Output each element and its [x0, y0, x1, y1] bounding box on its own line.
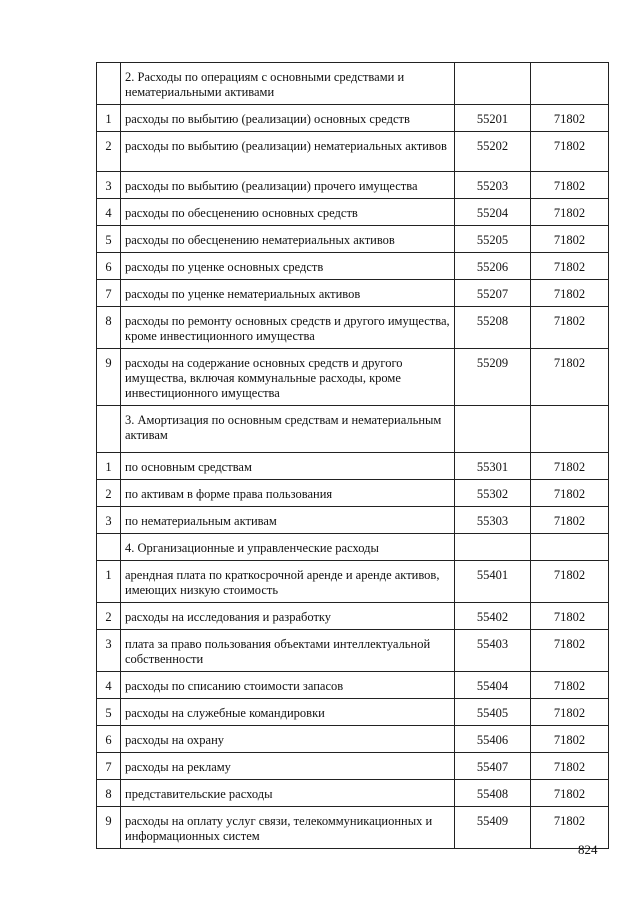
- row-number-cell: 2: [97, 603, 121, 630]
- table-row: [97, 105, 609, 132]
- symbol-code-cell: 55303: [455, 507, 531, 534]
- section-header-row: [97, 63, 609, 105]
- symbol-code-cell: 55405: [455, 699, 531, 726]
- table-row: [97, 603, 609, 630]
- account-number-cell: 71802: [531, 226, 609, 253]
- table-row: [97, 226, 609, 253]
- symbol-code-cell: 55403: [455, 630, 531, 672]
- account-number-cell: 71802: [531, 726, 609, 753]
- table-row: [97, 480, 609, 507]
- row-number-cell: 1: [97, 453, 121, 480]
- account-number-cell: 71802: [531, 105, 609, 132]
- account-number-cell: [531, 406, 609, 453]
- symbol-code-cell: 55205: [455, 226, 531, 253]
- row-number-cell: [97, 406, 121, 453]
- symbol-code-cell: 55408: [455, 780, 531, 807]
- symbol-code-cell: 55302: [455, 480, 531, 507]
- expense-codes-table: [96, 62, 609, 849]
- table-row: [97, 349, 609, 406]
- row-number-cell: [97, 534, 121, 561]
- account-number-cell: 71802: [531, 807, 609, 849]
- description-cell: расходы по выбытию (реализации) прочего имущества: [121, 172, 455, 199]
- description-cell: расходы на содержание основных средств и другого имущества, включая коммунальные расходы, кроме инвестиционного имущества: [121, 349, 455, 406]
- row-number-cell: 4: [97, 672, 121, 699]
- description-cell: по нематериальным активам: [121, 507, 455, 534]
- description-cell: расходы по обесценению нематериальных активов: [121, 226, 455, 253]
- description-cell: расходы на служебные командировки: [121, 699, 455, 726]
- symbol-code-cell: 55204: [455, 199, 531, 226]
- row-number-cell: 8: [97, 780, 121, 807]
- table-row: [97, 753, 609, 780]
- account-number-cell: 71802: [531, 630, 609, 672]
- account-number-cell: 71802: [531, 507, 609, 534]
- symbol-code-cell: 55301: [455, 453, 531, 480]
- description-cell: расходы на оплату услуг связи, телекоммуникационных и информационных систем: [121, 807, 455, 849]
- row-number-cell: 1: [97, 561, 121, 603]
- account-number-cell: 71802: [531, 253, 609, 280]
- table-row: [97, 726, 609, 753]
- section-title-cell: 3. Амортизация по основным средствам и нематериальным активам: [121, 406, 455, 453]
- table-row: [97, 172, 609, 199]
- description-cell: арендная плата по краткосрочной аренде и аренде активов, имеющих низкую стоимость: [121, 561, 455, 603]
- description-cell: расходы на охрану: [121, 726, 455, 753]
- row-number-cell: 6: [97, 253, 121, 280]
- table-row: [97, 672, 609, 699]
- description-cell: расходы по выбытию (реализации) основных средств: [121, 105, 455, 132]
- symbol-code-cell: 55201: [455, 105, 531, 132]
- description-cell: расходы на рекламу: [121, 753, 455, 780]
- section-title-cell: 4. Организационные и управленческие расходы: [121, 534, 455, 561]
- row-number-cell: 1: [97, 105, 121, 132]
- account-number-cell: 71802: [531, 307, 609, 349]
- page-number: 824: [578, 842, 598, 857]
- table-row: [97, 507, 609, 534]
- row-number-cell: 8: [97, 307, 121, 349]
- description-cell: плата за право пользования объектами интеллектуальной собственности: [121, 630, 455, 672]
- table-body: [97, 63, 609, 849]
- symbol-code-cell: 55401: [455, 561, 531, 603]
- row-number-cell: 9: [97, 807, 121, 849]
- symbol-code-cell: 55402: [455, 603, 531, 630]
- account-number-cell: 71802: [531, 672, 609, 699]
- symbol-code-cell: [455, 534, 531, 561]
- row-number-cell: 3: [97, 172, 121, 199]
- table-row: [97, 453, 609, 480]
- symbol-code-cell: 55406: [455, 726, 531, 753]
- symbol-code-cell: 55202: [455, 132, 531, 172]
- description-cell: расходы по ремонту основных средств и другого имущества, кроме инвестиционного имущества: [121, 307, 455, 349]
- symbol-code-cell: 55206: [455, 253, 531, 280]
- table-row: [97, 253, 609, 280]
- row-number-cell: 3: [97, 630, 121, 672]
- account-number-cell: [531, 63, 609, 105]
- symbol-code-cell: 55404: [455, 672, 531, 699]
- row-number-cell: 6: [97, 726, 121, 753]
- symbol-code-cell: 55409: [455, 807, 531, 849]
- table-row: [97, 780, 609, 807]
- row-number-cell: 2: [97, 132, 121, 172]
- account-number-cell: 71802: [531, 480, 609, 507]
- section-header-row: [97, 406, 609, 453]
- description-cell: расходы по обесценению основных средств: [121, 199, 455, 226]
- description-cell: расходы по уценке нематериальных активов: [121, 280, 455, 307]
- table-row: [97, 199, 609, 226]
- description-cell: представительские расходы: [121, 780, 455, 807]
- table-row: [97, 307, 609, 349]
- row-number-cell: 5: [97, 226, 121, 253]
- row-number-cell: 4: [97, 199, 121, 226]
- description-cell: расходы по выбытию (реализации) нематериальных активов: [121, 132, 455, 172]
- description-cell: расходы по уценке основных средств: [121, 253, 455, 280]
- account-number-cell: 71802: [531, 172, 609, 199]
- account-number-cell: 71802: [531, 132, 609, 172]
- description-cell: по активам в форме права пользования: [121, 480, 455, 507]
- symbol-code-cell: 55209: [455, 349, 531, 406]
- account-number-cell: 71802: [531, 753, 609, 780]
- account-number-cell: 71802: [531, 780, 609, 807]
- table-row: [97, 630, 609, 672]
- row-number-cell: 5: [97, 699, 121, 726]
- symbol-code-cell: [455, 406, 531, 453]
- table-row: [97, 132, 609, 172]
- section-title-cell: 2. Расходы по операциям с основными средствами и нематериальными активами: [121, 63, 455, 105]
- description-cell: расходы на исследования и разработку: [121, 603, 455, 630]
- account-number-cell: [531, 534, 609, 561]
- account-number-cell: 71802: [531, 603, 609, 630]
- description-cell: по основным средствам: [121, 453, 455, 480]
- account-number-cell: 71802: [531, 453, 609, 480]
- row-number-cell: 3: [97, 507, 121, 534]
- row-number-cell: 7: [97, 280, 121, 307]
- account-number-cell: 71802: [531, 199, 609, 226]
- account-number-cell: 71802: [531, 280, 609, 307]
- row-number-cell: 2: [97, 480, 121, 507]
- table-row: [97, 280, 609, 307]
- symbol-code-cell: [455, 63, 531, 105]
- row-number-cell: [97, 63, 121, 105]
- description-cell: расходы по списанию стоимости запасов: [121, 672, 455, 699]
- account-number-cell: 71802: [531, 349, 609, 406]
- table-row: [97, 699, 609, 726]
- table-row: [97, 807, 609, 849]
- row-number-cell: 9: [97, 349, 121, 406]
- account-number-cell: 71802: [531, 561, 609, 603]
- account-number-cell: 71802: [531, 699, 609, 726]
- section-header-row: [97, 534, 609, 561]
- row-number-cell: 7: [97, 753, 121, 780]
- symbol-code-cell: 55208: [455, 307, 531, 349]
- symbol-code-cell: 55207: [455, 280, 531, 307]
- symbol-code-cell: 55203: [455, 172, 531, 199]
- symbol-code-cell: 55407: [455, 753, 531, 780]
- table-row: [97, 561, 609, 603]
